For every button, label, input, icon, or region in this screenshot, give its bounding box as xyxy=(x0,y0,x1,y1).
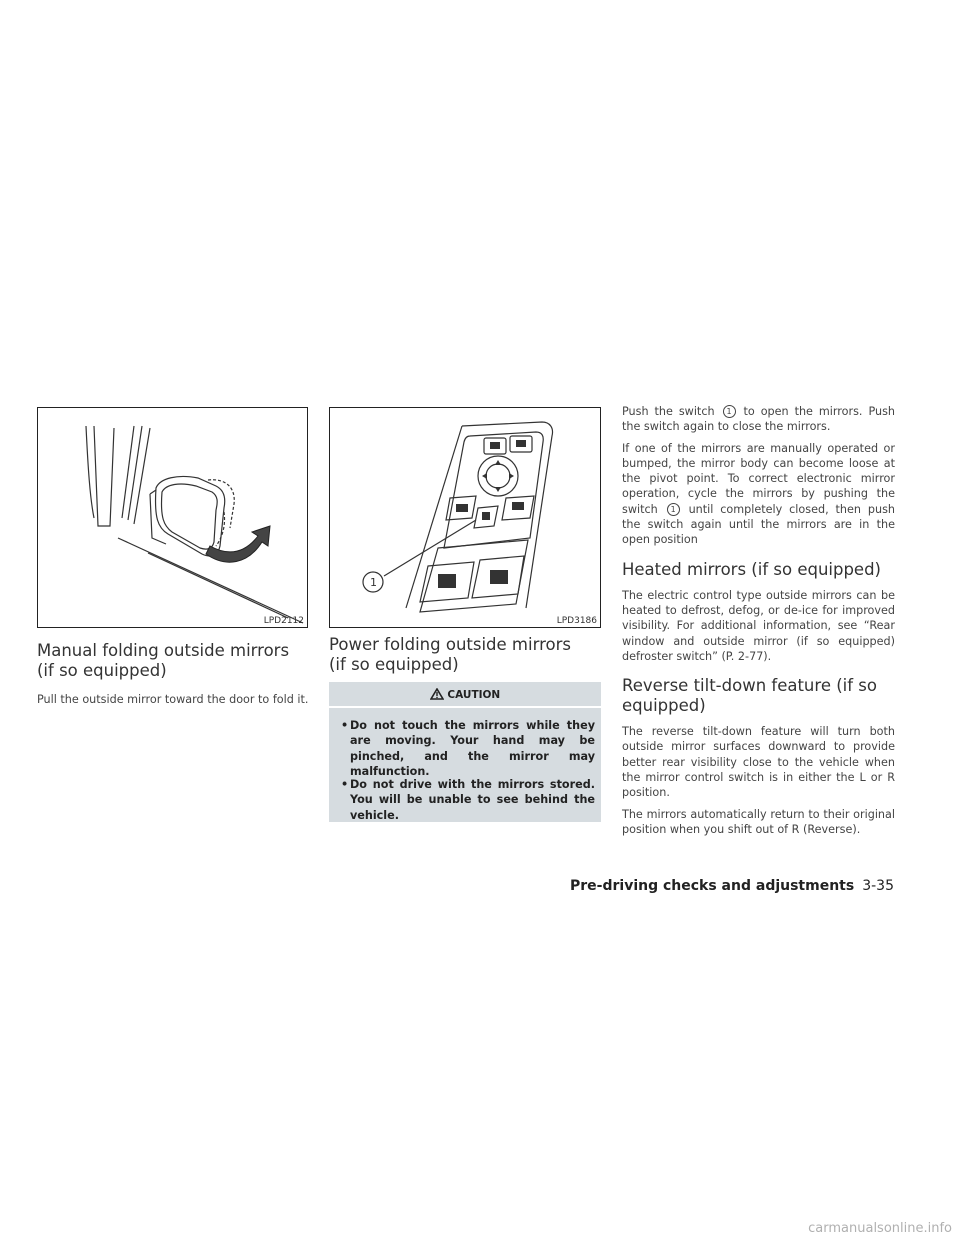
section-power-folding xyxy=(329,635,601,675)
page-number: 3-35 xyxy=(862,878,894,894)
bullet: • xyxy=(341,719,349,732)
section-title-cont: (if so equipped) xyxy=(37,661,167,680)
section-title-cont: (if so equipped) xyxy=(329,655,459,674)
caution-item: • Do not touch the mirrors while they are moving. Your hand may be pinched, and the mirror may malfunction. xyxy=(341,719,595,778)
callout-number: 1 xyxy=(370,576,377,589)
figure-code: LPD2112 xyxy=(263,616,304,626)
section-body-reverse: The reverse tilt-down feature will turn both outside mirror surfaces downward to provide better rear visibility close to the vehicle when the mirror control switch is in either the L or R position. xyxy=(622,725,895,800)
page-footer xyxy=(570,878,894,894)
power-mirror-switch-illustration xyxy=(330,408,600,627)
figure-code: LPD3186 xyxy=(556,616,597,626)
paragraph: If one of the mirrors are manually operated or bumped, the mirror body can become loose at the pivot point. To correct electronic mirror operation, cycle the mirrors by pushing the switch 1 until completely closed, then push the switch again until the mirrors are in the open position xyxy=(622,441,896,547)
section-switch-operation xyxy=(622,404,895,837)
section-title-reverse: Reverse tilt-down feature (if so xyxy=(622,676,877,696)
figure-manual-mirror xyxy=(37,407,308,628)
caution-label: CAUTION xyxy=(447,689,501,701)
watermark: carmanualsonline.info xyxy=(808,1221,952,1236)
footer-section: Pre-driving checks and adjustments xyxy=(570,878,855,894)
section-title-reverse-cont: equipped) xyxy=(622,696,706,716)
section-body-reverse-2: The mirrors automatically return to their original position when you shift out of R (Reverse). xyxy=(622,807,895,836)
figure-power-mirror-switch xyxy=(329,407,601,628)
section-title: Manual folding outside mirrors xyxy=(37,641,290,660)
section-title: Power folding outside mirrors xyxy=(329,635,571,654)
callout-1-icon: 1 xyxy=(723,405,736,418)
bullet: • xyxy=(341,778,349,791)
caution-box xyxy=(329,682,601,822)
manual-mirror-illustration xyxy=(38,408,307,627)
section-body: Pull the outside mirror toward the door to fold it. xyxy=(37,693,309,706)
section-title-heated: Heated mirrors (if so equipped) xyxy=(622,559,881,579)
paragraph: Push the switch 1 to open the mirrors. Push the switch again to close the mirrors. xyxy=(622,405,896,434)
section-manual-folding xyxy=(37,641,309,707)
warning-icon xyxy=(430,688,444,700)
callout-1-icon: 1 xyxy=(667,503,680,516)
section-body-heated: The electric control type outside mirrors can be heated to defrost, defog, or de-ice for improved visibility. For additional information, see “Rear window and outside mirror (if so equipped) defroster switch” (P. 2-77). xyxy=(622,588,895,663)
caution-item: • Do not drive with the mirrors stored. You will be unable to see behind the vehicle. xyxy=(341,778,595,822)
